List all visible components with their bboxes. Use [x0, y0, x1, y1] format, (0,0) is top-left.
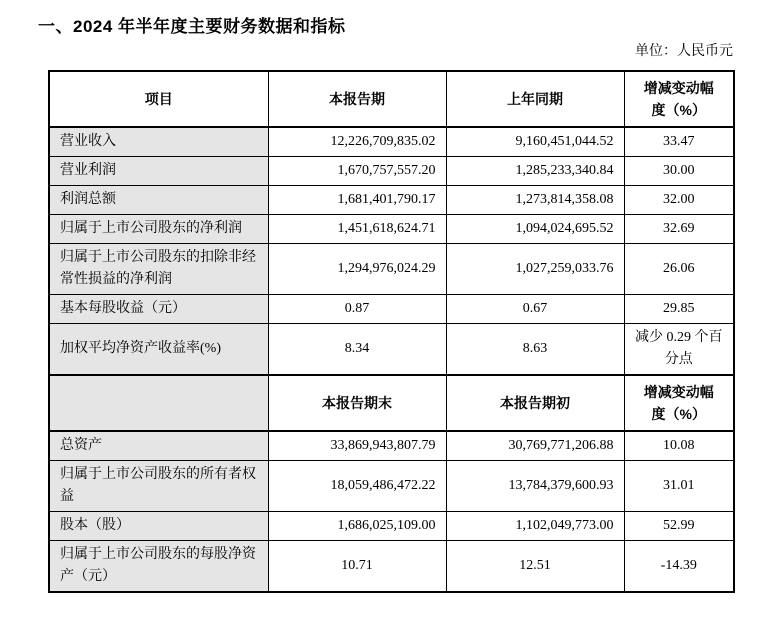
row-label-cell: 归属于上市公司股东的每股净资产（元） — [49, 541, 268, 593]
value-cell: 1,285,233,340.84 — [446, 157, 624, 186]
header-cell: 增减变动幅度（%） — [624, 375, 734, 431]
row-label-cell: 加权平均净资产收益率(%) — [49, 324, 268, 376]
table-row — [49, 512, 734, 541]
table-row — [49, 541, 734, 593]
value-cell: 10.71 — [268, 541, 446, 593]
value-cell: 9,160,451,044.52 — [446, 127, 624, 157]
value-cell: 1,686,025,109.00 — [268, 512, 446, 541]
value-cell: 32.69 — [624, 215, 734, 244]
value-cell: 1,102,049,773.00 — [446, 512, 624, 541]
value-cell: 32.00 — [624, 186, 734, 215]
row-label-cell: 归属于上市公司股东的所有者权益 — [49, 461, 268, 512]
currency-unit-note: 单位：人民币元 — [635, 42, 733, 58]
header-cell: 本报告期末 — [268, 375, 446, 431]
value-cell: 1,273,814,358.08 — [446, 186, 624, 215]
header-cell: 本报告期 — [268, 71, 446, 127]
value-cell: 8.63 — [446, 324, 624, 376]
table-row — [49, 157, 734, 186]
table-header-row — [49, 71, 734, 127]
row-label-cell: 归属于上市公司股东的净利润 — [49, 215, 268, 244]
value-cell: 31.01 — [624, 461, 734, 512]
value-cell: 30,769,771,206.88 — [446, 431, 624, 461]
value-cell: 0.87 — [268, 295, 446, 324]
value-cell: 33,869,943,807.79 — [268, 431, 446, 461]
header-cell: 项目 — [49, 71, 268, 127]
table-row — [49, 324, 734, 376]
section-title: 一、2024 年半年度主要财务数据和指标 — [38, 17, 346, 36]
value-cell: 26.06 — [624, 244, 734, 295]
value-cell: 12,226,709,835.02 — [268, 127, 446, 157]
header-cell: 本报告期初 — [446, 375, 624, 431]
header-cell: 上年同期 — [446, 71, 624, 127]
header-cell: 增减变动幅度（%） — [624, 71, 734, 127]
value-cell: 52.99 — [624, 512, 734, 541]
value-cell: 29.85 — [624, 295, 734, 324]
table-row — [49, 431, 734, 461]
value-cell: 减少 0.29 个百分点 — [624, 324, 734, 376]
row-label-cell: 总资产 — [49, 431, 268, 461]
table-row — [49, 215, 734, 244]
value-cell: 1,094,024,695.52 — [446, 215, 624, 244]
row-label-cell: 股本（股） — [49, 512, 268, 541]
value-cell: 13,784,379,600.93 — [446, 461, 624, 512]
value-cell: 1,670,757,557.20 — [268, 157, 446, 186]
row-label-cell: 营业利润 — [49, 157, 268, 186]
value-cell: -14.39 — [624, 541, 734, 593]
table-row — [49, 295, 734, 324]
financial-data-table — [48, 70, 735, 593]
value-cell: 1,451,618,624.71 — [268, 215, 446, 244]
value-cell: 8.34 — [268, 324, 446, 376]
value-cell: 1,294,976,024.29 — [268, 244, 446, 295]
value-cell: 0.67 — [446, 295, 624, 324]
value-cell: 30.00 — [624, 157, 734, 186]
table-row — [49, 244, 734, 295]
row-label-cell: 营业收入 — [49, 127, 268, 157]
table-header-row — [49, 375, 734, 431]
row-label-cell: 基本每股收益（元） — [49, 295, 268, 324]
value-cell: 18,059,486,472.22 — [268, 461, 446, 512]
table-row — [49, 186, 734, 215]
value-cell: 1,027,259,033.76 — [446, 244, 624, 295]
table-row — [49, 461, 734, 512]
value-cell: 12.51 — [446, 541, 624, 593]
header-cell — [49, 375, 268, 431]
value-cell: 33.47 — [624, 127, 734, 157]
table-row — [49, 127, 734, 157]
value-cell: 1,681,401,790.17 — [268, 186, 446, 215]
row-label-cell: 归属于上市公司股东的扣除非经常性损益的净利润 — [49, 244, 268, 295]
row-label-cell: 利润总额 — [49, 186, 268, 215]
value-cell: 10.08 — [624, 431, 734, 461]
